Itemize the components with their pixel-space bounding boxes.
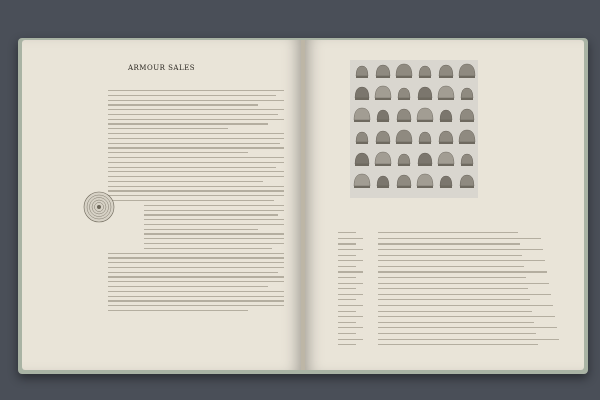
entry-text-line — [378, 299, 530, 300]
text-line — [108, 276, 284, 277]
text-line — [108, 253, 284, 254]
text-line — [108, 176, 284, 177]
entry-number-mark — [338, 339, 378, 340]
entry-text-line — [378, 316, 555, 317]
helmet-photo — [356, 66, 368, 78]
text-line — [108, 186, 284, 187]
text-line — [108, 100, 284, 101]
entry-text-line — [378, 327, 557, 328]
helmet-photo — [377, 110, 389, 122]
round-shield-illustration — [82, 190, 116, 224]
text-line — [108, 262, 284, 263]
text-line — [108, 162, 284, 163]
text-line — [108, 128, 228, 129]
text-line — [108, 190, 284, 191]
text-line — [108, 104, 258, 105]
right-page — [305, 40, 584, 370]
text-line — [108, 152, 248, 153]
text-line — [108, 119, 284, 120]
text-line — [108, 267, 284, 268]
shield-figure — [82, 190, 116, 228]
helmet-photo — [418, 153, 432, 166]
entry-text-line — [378, 255, 522, 256]
text-line — [108, 138, 284, 139]
entry-text-line — [378, 322, 534, 323]
text-line — [144, 205, 284, 206]
helmet-photo — [419, 132, 431, 144]
text-line — [144, 219, 284, 220]
helmet-photo — [460, 175, 474, 188]
entry-number-mark — [338, 288, 378, 289]
entry-text-line — [378, 249, 543, 250]
entry-text-line — [378, 266, 524, 267]
entry-text-line — [378, 344, 538, 345]
text-line — [108, 281, 284, 282]
text-line — [108, 305, 284, 306]
entry-text-line — [378, 339, 559, 340]
helmet-photo — [439, 65, 453, 78]
entry-text-line — [378, 277, 526, 278]
text-line — [144, 210, 284, 211]
plate-background — [350, 60, 478, 198]
entry-text-line — [378, 311, 532, 312]
text-line — [108, 133, 284, 134]
text-line — [108, 272, 278, 273]
text-line — [144, 229, 258, 230]
text-line — [144, 248, 272, 249]
text-line — [108, 95, 276, 96]
entry-number-mark — [338, 238, 378, 239]
entry-text-line — [378, 260, 545, 261]
helmet-photo — [418, 87, 432, 100]
entry-row — [338, 342, 562, 348]
text-line — [108, 310, 248, 311]
entry-text-line — [378, 333, 536, 334]
text-line — [108, 286, 268, 287]
entry-number-mark — [338, 294, 378, 295]
entry-number-mark — [338, 327, 378, 328]
text-line — [108, 171, 284, 172]
text-line — [108, 157, 284, 158]
text-line — [108, 123, 268, 124]
text-line — [108, 167, 276, 168]
helmet-photo — [419, 66, 431, 78]
entry-text-line — [378, 232, 518, 233]
text-line — [108, 143, 280, 144]
entry-number-mark — [338, 344, 378, 345]
entry-number-mark — [338, 271, 378, 272]
helmet-photo — [355, 87, 369, 100]
helmet-photo — [355, 153, 369, 166]
text-line — [108, 257, 284, 258]
helmet-photo — [461, 154, 473, 166]
text-line — [144, 243, 284, 244]
text-line — [108, 291, 284, 292]
text-line — [108, 109, 284, 110]
right-text-column — [338, 230, 562, 347]
helmet-photo — [398, 88, 410, 100]
entry-number-mark — [338, 305, 378, 306]
entry-text-line — [378, 271, 547, 272]
entry-number-mark — [338, 322, 378, 323]
entry-number-mark — [338, 299, 378, 300]
helmet-photo — [440, 176, 452, 188]
text-line — [108, 300, 284, 301]
entry-number-mark — [338, 243, 378, 244]
helmet-photo — [356, 132, 368, 144]
helmet-photo — [376, 131, 390, 144]
helmet-photo — [461, 88, 473, 100]
text-line — [108, 181, 263, 182]
entry-text-line — [378, 243, 520, 244]
entry-number-mark — [338, 266, 378, 267]
entry-number-mark — [338, 232, 378, 233]
helmet-photo — [397, 175, 411, 188]
entry-number-mark — [338, 277, 378, 278]
text-line — [144, 214, 278, 215]
entry-text-line — [378, 288, 528, 289]
text-line — [108, 195, 284, 196]
entry-text-line — [378, 283, 549, 284]
left-text-column — [108, 90, 284, 315]
entry-number-mark — [338, 311, 378, 312]
entry-number-mark — [338, 260, 378, 261]
text-line — [108, 147, 284, 148]
helmet-plate-photograph — [350, 60, 478, 198]
entry-text-line — [378, 305, 553, 306]
entry-number-mark — [338, 283, 378, 284]
text-line — [108, 296, 284, 297]
helmet-photo — [376, 65, 390, 78]
entry-number-mark — [338, 333, 378, 334]
helmet-photo — [377, 176, 389, 188]
running-head: ARMOUR SALES — [127, 64, 196, 72]
entry-text-line — [378, 238, 541, 239]
entry-number-mark — [338, 255, 378, 256]
text-line — [144, 238, 284, 239]
text-line — [144, 224, 284, 225]
helmet-photo — [460, 109, 474, 122]
text-line — [108, 90, 284, 91]
helmet-photo — [398, 154, 410, 166]
open-book — [22, 40, 584, 370]
entry-number-mark — [338, 249, 378, 250]
helmet-photo — [440, 110, 452, 122]
helmet-photo — [439, 131, 453, 144]
text-line — [144, 233, 284, 234]
helmet-photo — [397, 109, 411, 122]
entry-number-mark — [338, 316, 378, 317]
text-line — [108, 114, 278, 115]
text-line — [108, 200, 274, 201]
entry-text-line — [378, 294, 551, 295]
left-page — [22, 40, 301, 370]
